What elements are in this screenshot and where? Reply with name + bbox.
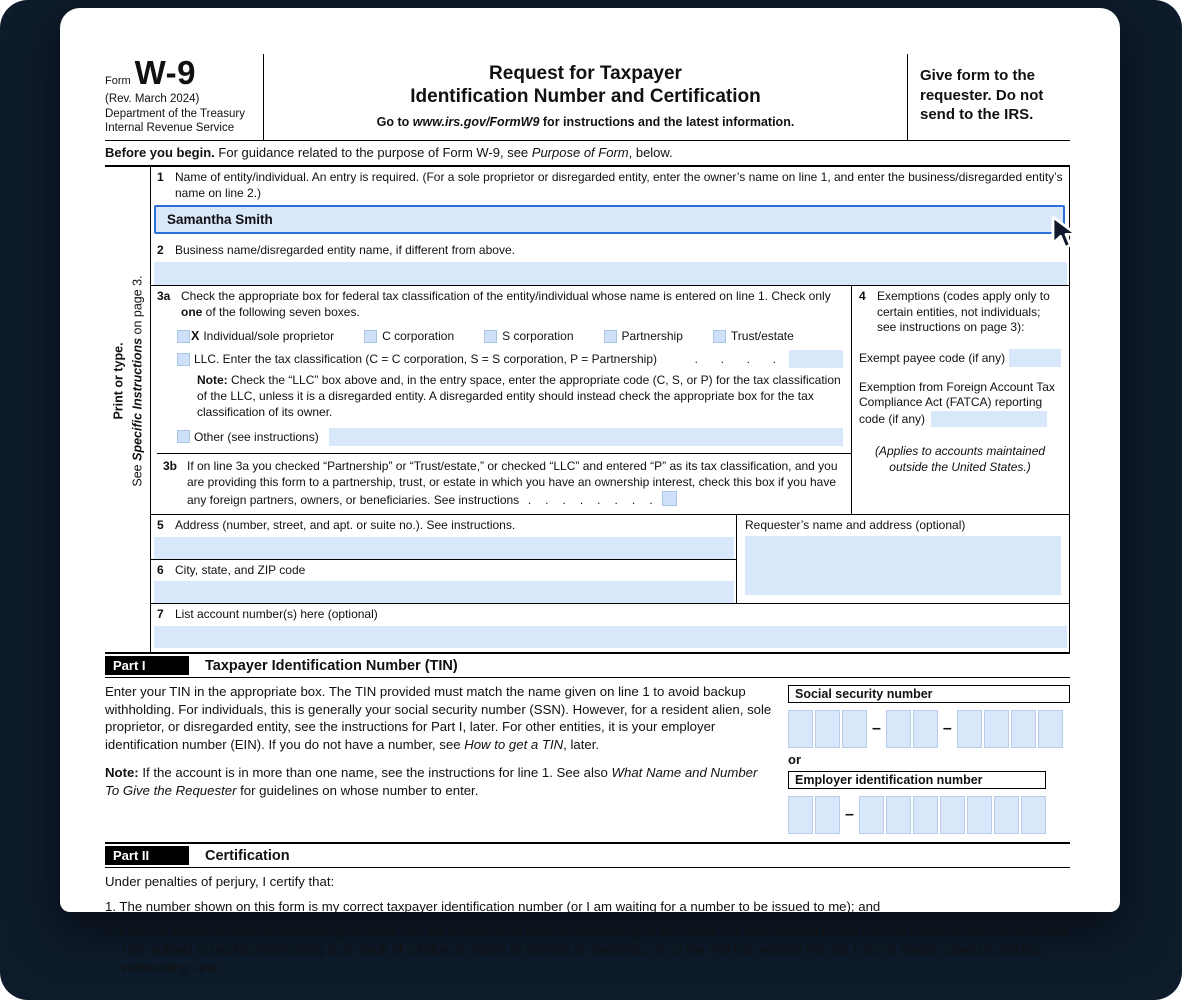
tin-digit-cell[interactable] xyxy=(913,710,938,748)
tin-digit-cell[interactable] xyxy=(788,710,813,748)
tin-digit-cell[interactable] xyxy=(788,796,813,834)
line3b-text xyxy=(187,458,843,509)
line7-number: 7 xyxy=(157,607,164,622)
other-field[interactable] xyxy=(329,428,843,446)
fatca-label: Exemption from Foreign Account Tax Compliance Act (FATCA) reporting code (if any) xyxy=(859,379,1055,426)
applies-note: (Applies to accounts maintained outside the United States.) xyxy=(874,443,1046,474)
lines-5-6 xyxy=(151,515,1069,604)
exempt-payee-code-field[interactable] xyxy=(1009,349,1061,367)
tin-digit-cell[interactable] xyxy=(842,710,867,748)
tin-digit-cell[interactable] xyxy=(967,796,992,834)
checkbox-item-individual-sole-proprietor xyxy=(177,329,334,343)
dept-line-2: Internal Revenue Service xyxy=(105,122,235,135)
box4-label-row xyxy=(859,289,1061,336)
part1-p1-pre: Enter your TIN in the appropriate box. The TIN provided must match the name given on line 1 to avoid backup withholding. For individuals, this is generally your social security number (SSN). However, for a resident alien, sole proprietor, or disregarded entity, see the instructions for Part I, later. For other entities, it is your employer identification number (EIN). If you do not have a number, see xyxy=(105,684,772,752)
certification-item2: 2. I am not subject to backup withholding because (a) I am exempt from backup withholding, or (b) I have not been notified by the Internal Revenue Service (IRS) that I am subject to backup withholding as a result of a failure to report all interest or dividends, or (c) the IRS has notified me that I am no longer subject to backup withholding; and xyxy=(105,923,1070,975)
sidebar-line2 xyxy=(128,275,147,486)
print-or-type-sidebar xyxy=(105,167,150,652)
checkbox-label-individual-sole-proprietor: Individual/sole proprietor xyxy=(203,329,335,344)
certification-intro: Under penalties of perjury, I certify that: xyxy=(105,874,335,890)
part1-paragraph1 xyxy=(105,683,774,753)
llc-note-text: Check the “LLC” box above and, in the entry space, enter the appropriate code (C, S, or P) for the tax classification of the LLC, unless it is a disregarded entity. A disregarded entity should instead check the appropriate box for the tax classification of its owner. xyxy=(197,373,841,419)
box4-number: 4 xyxy=(859,288,866,303)
w9-form-page xyxy=(60,8,1120,975)
checkbox-other[interactable] xyxy=(177,430,190,443)
line6-number: 6 xyxy=(157,562,164,577)
before-you-begin xyxy=(105,141,1070,167)
checkbox-llc[interactable] xyxy=(177,353,190,366)
llc-dot-leader: . . . . xyxy=(694,352,777,367)
line2-label: Business name/disregarded entity name, if different from above. xyxy=(175,243,515,258)
checkbox-s-corporation[interactable] xyxy=(484,330,497,343)
form-title-line1: Request for Taxpayer xyxy=(489,63,682,84)
part2-title: Certification xyxy=(205,847,290,864)
line3b-label: If on line 3a you checked “Partnership” or “Trust/estate,” or checked “LLC” and entered “P” as its tax classification, and you are providing this form to a partnership, trust, or estate in which you have an ownership interest, check this box if you have any foreign partners, owners, or beneficiaries. See instructions xyxy=(187,458,838,507)
tin-digit-cell[interactable] xyxy=(886,796,911,834)
line1-label: Name of entity/individual. An entry is required. (For a sole proprietor or disregarded entity, enter the owner’s name on line 1, and enter the business/disregarded entity’s name on line 2.) xyxy=(175,170,1063,200)
form-body xyxy=(105,167,1070,652)
part2-badge: Part II xyxy=(105,846,189,865)
checkbox-partnership[interactable] xyxy=(604,330,617,343)
tin-digit-cell[interactable] xyxy=(913,796,938,834)
checkbox-foreign-partners[interactable] xyxy=(662,491,677,506)
tin-cell-group xyxy=(957,710,1063,748)
part1-instructions xyxy=(105,683,788,838)
line7-row xyxy=(151,604,1069,648)
tin-digit-cell[interactable] xyxy=(1038,710,1063,748)
line3a-label-row xyxy=(157,289,851,320)
line2-label-row xyxy=(151,240,1069,259)
part1-note-post: for guidelines on whose number to enter. xyxy=(236,782,479,798)
fatca-code-field[interactable] xyxy=(931,411,1047,427)
address-field[interactable] xyxy=(154,537,734,559)
checkbox-label-c-corporation: C corporation xyxy=(382,329,455,344)
box4-label: Exemptions (codes apply only to certain entities, not individuals; see instructions on page 3): xyxy=(877,288,1050,335)
tax-class-checkbox-row xyxy=(177,329,851,343)
before-end: , below. xyxy=(628,145,673,161)
checkbox-item-partnership xyxy=(604,329,683,343)
certification-item1: 1. The number shown on this form is my correct taxpayer identification number (or I am waiting for a number to be issued to me); and xyxy=(105,898,881,914)
name-field[interactable]: Samantha Smith xyxy=(154,205,1065,234)
other-row xyxy=(177,428,843,446)
line3b-number: 3b xyxy=(163,458,178,473)
part2-header xyxy=(105,842,1070,868)
form-revision: (Rev. March 2024) xyxy=(105,93,200,105)
form-header xyxy=(105,54,1070,141)
tin-dash: – xyxy=(872,720,881,738)
line3a-label-bold: one xyxy=(181,304,203,319)
part2-body xyxy=(105,868,1070,977)
tin-digit-cell[interactable] xyxy=(859,796,884,834)
goto-pre: Go to xyxy=(376,115,413,130)
tin-digit-cell[interactable] xyxy=(815,710,840,748)
ein-label: Employer identification number xyxy=(788,771,1046,789)
checkbox-individual-sole-proprietor[interactable] xyxy=(177,330,190,343)
checkbox-label-s-corporation: S corporation xyxy=(502,329,574,344)
tin-cell-group xyxy=(859,796,1046,834)
before-bold: Before you begin. xyxy=(105,145,215,161)
line3b-row xyxy=(157,453,851,515)
part1-note-mid: If the account is in more than one name, see the instructions for line 1. See also xyxy=(138,765,612,781)
tin-cell-group xyxy=(788,796,840,834)
llc-note-bold: Note: xyxy=(197,373,228,388)
tin-boxes-column xyxy=(788,683,1070,838)
ssn-label: Social security number xyxy=(788,685,1070,703)
line5-row xyxy=(151,515,736,560)
tin-digit-cell[interactable] xyxy=(815,796,840,834)
llc-row xyxy=(177,350,843,368)
line6-row xyxy=(151,560,736,604)
tin-digit-cell[interactable] xyxy=(994,796,1019,834)
checkbox-item-c-corporation xyxy=(364,329,454,343)
line1-label-row xyxy=(151,167,1069,201)
line3b-dot-leader: . . . . . . . . xyxy=(519,492,654,507)
lines-1-2 xyxy=(151,167,1069,286)
dept-line-1: Department of the Treasury xyxy=(105,107,245,120)
checkbox-trust-estate[interactable] xyxy=(713,330,726,343)
line5-number: 5 xyxy=(157,518,164,533)
before-mid: For guidance related to the purpose of Form W-9, see xyxy=(214,145,532,161)
form-rows xyxy=(150,167,1070,652)
checkbox-item-trust-estate xyxy=(713,329,794,343)
tin-digit-cell[interactable] xyxy=(957,710,982,748)
before-italic: Purpose of Form xyxy=(531,145,629,161)
part1-p1-italic: How to get a TIN xyxy=(464,736,564,752)
part1-body xyxy=(105,678,1070,842)
give-form-note: Give form to the requester. Do not send to the IRS. xyxy=(920,67,1044,123)
city-state-zip-field[interactable] xyxy=(154,581,734,603)
tin-digit-cell[interactable] xyxy=(984,710,1009,748)
tin-digit-cell[interactable] xyxy=(1021,796,1046,834)
form-title-line2: Identification Number and Certification xyxy=(410,86,761,108)
part1-p1-post: , later. xyxy=(563,736,600,752)
tin-dash: – xyxy=(942,720,952,738)
address-column xyxy=(151,515,736,603)
tin-cell-group xyxy=(788,710,867,748)
form-goto-line xyxy=(276,115,895,129)
sidebar-line2-post: on page 3. xyxy=(129,274,144,338)
fatca-row xyxy=(859,380,1061,428)
requester-column xyxy=(736,515,1069,603)
form-id-block xyxy=(105,54,263,140)
part1-note-italic: What Name and Number To Give the Requester xyxy=(105,765,758,798)
llc-classification-field[interactable] xyxy=(789,350,843,368)
business-name-field[interactable] xyxy=(154,262,1067,285)
llc-note xyxy=(197,373,843,420)
form-number: W-9 xyxy=(134,54,197,91)
sidebar-line2-italic: Specific Instructions xyxy=(129,337,144,461)
line3a-label xyxy=(181,289,843,320)
lines-3-4 xyxy=(151,286,1069,515)
checkbox-label-partnership: Partnership xyxy=(621,329,683,344)
goto-post: for instructions and the latest information. xyxy=(539,115,795,130)
requester-label: Requester’s name and address (optional) xyxy=(745,518,966,533)
form-word: Form xyxy=(105,75,131,87)
checkbox-item-s-corporation xyxy=(484,329,573,343)
exempt-payee-label: Exempt payee code (if any) xyxy=(859,351,1006,366)
checkbox-label-trust-estate: Trust/estate xyxy=(730,329,794,344)
exemptions-column xyxy=(851,286,1069,514)
form-title-block xyxy=(263,54,908,140)
line2-number: 2 xyxy=(157,243,164,258)
line6-label: City, state, and ZIP code xyxy=(175,562,306,577)
checkbox-mark-individual-sole-proprietor: X xyxy=(191,329,200,344)
line1-number: 1 xyxy=(157,170,164,185)
sidebar-line1: Print or type. xyxy=(110,341,125,420)
llc-label: LLC. Enter the tax classification (C = C corporation, S = S corporation, P = Partnership) xyxy=(194,352,658,367)
part1-note xyxy=(105,764,774,799)
tin-digit-cell[interactable] xyxy=(1011,710,1036,748)
checkbox-c-corporation[interactable] xyxy=(364,330,377,343)
irs-url-link[interactable]: www.irs.gov/FormW9 xyxy=(412,115,540,130)
exempt-payee-row xyxy=(859,349,1061,367)
part1-title: Taxpayer Identification Number (TIN) xyxy=(205,657,458,674)
ssn-cells xyxy=(788,710,1070,748)
tin-digit-cell[interactable] xyxy=(886,710,911,748)
ein-cells xyxy=(788,796,1070,834)
line3a-number: 3a xyxy=(157,288,171,303)
sidebar-rotated-text xyxy=(109,275,147,486)
line7-label: List account number(s) here (optional) xyxy=(175,607,378,622)
tin-cell-group xyxy=(886,710,938,748)
line3-column xyxy=(151,286,851,514)
part1-badge: Part I xyxy=(105,656,189,675)
line5-label: Address (number, street, and apt. or suite no.). See instructions. xyxy=(175,518,516,533)
part1-header xyxy=(105,652,1070,678)
tin-dash: – xyxy=(845,806,854,824)
line3a-label-pre: Check the appropriate box for federal tax classification of the entity/individual whose name is entered on line 1. Check only xyxy=(181,288,831,303)
tin-digit-cell[interactable] xyxy=(940,796,965,834)
sidebar-line2-pre: See xyxy=(129,460,144,487)
account-numbers-field[interactable] xyxy=(154,626,1067,648)
line3a-label-post: of the following seven boxes. xyxy=(202,304,360,319)
or-label: or xyxy=(788,752,801,768)
requester-name-address-field[interactable] xyxy=(745,536,1061,595)
other-label: Other (see instructions) xyxy=(194,429,319,444)
part1-note-bold: Note: xyxy=(105,765,139,781)
